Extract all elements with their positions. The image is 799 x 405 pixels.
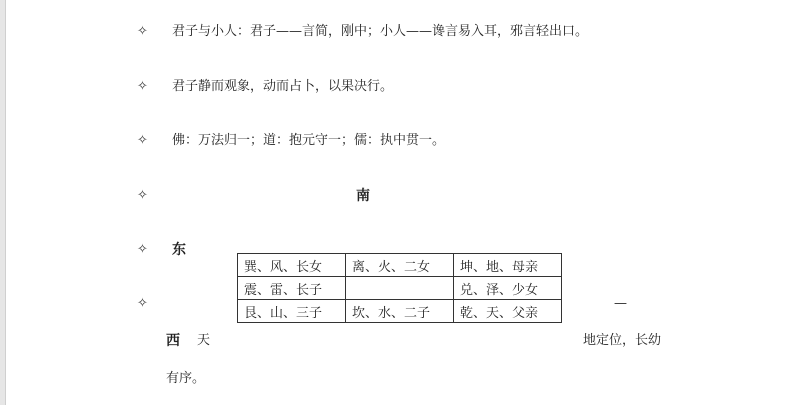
trailing-dash: — bbox=[614, 296, 627, 311]
direction-south: 南 bbox=[356, 188, 370, 204]
bullet-icon: ✧ bbox=[137, 242, 148, 257]
table-row bbox=[238, 277, 562, 300]
trailing-text-order: 有序。 bbox=[166, 371, 206, 386]
direction-east: 东 bbox=[172, 242, 186, 258]
paragraph-three-teachings: 佛：万法归一；道：抱元守一；儒：执中贯一。 bbox=[172, 133, 446, 148]
table-cell: 震、雷、长子 bbox=[238, 277, 346, 300]
bullet-icon: ✧ bbox=[137, 188, 148, 203]
table-cell: 坤、地、母亲 bbox=[454, 254, 562, 277]
table-cell: 乾、天、父亲 bbox=[454, 300, 562, 323]
paragraph-observe-divine: 君子静而观象，动而占卜，以果决行。 bbox=[172, 79, 394, 94]
table-cell: 坎、水、二子 bbox=[346, 300, 454, 323]
table-cell-center-empty bbox=[346, 277, 454, 300]
table-cell: 兑、泽、少女 bbox=[454, 277, 562, 300]
direction-west: 西 bbox=[166, 333, 180, 349]
table-row bbox=[238, 254, 562, 277]
trailing-text-heaven: 天 bbox=[197, 333, 211, 348]
table-cell: 离、火、二女 bbox=[346, 254, 454, 277]
table-row bbox=[238, 300, 562, 323]
bullet-icon: ✧ bbox=[137, 79, 148, 94]
table-cell: 巽、风、长女 bbox=[238, 254, 346, 277]
bullet-icon: ✧ bbox=[137, 133, 148, 148]
paragraph-gentleman-petty: 君子与小人：君子——言简，刚中；小人——谗言易入耳，邪言轻出口。 bbox=[172, 24, 589, 39]
table-cell: 艮、山、三子 bbox=[238, 300, 346, 323]
trigram-table bbox=[237, 253, 562, 323]
bullet-icon: ✧ bbox=[137, 296, 148, 311]
page-left-margin bbox=[0, 0, 6, 405]
bullet-icon: ✧ bbox=[137, 24, 148, 39]
trailing-text-earth: 地定位，长幼 bbox=[583, 333, 662, 348]
